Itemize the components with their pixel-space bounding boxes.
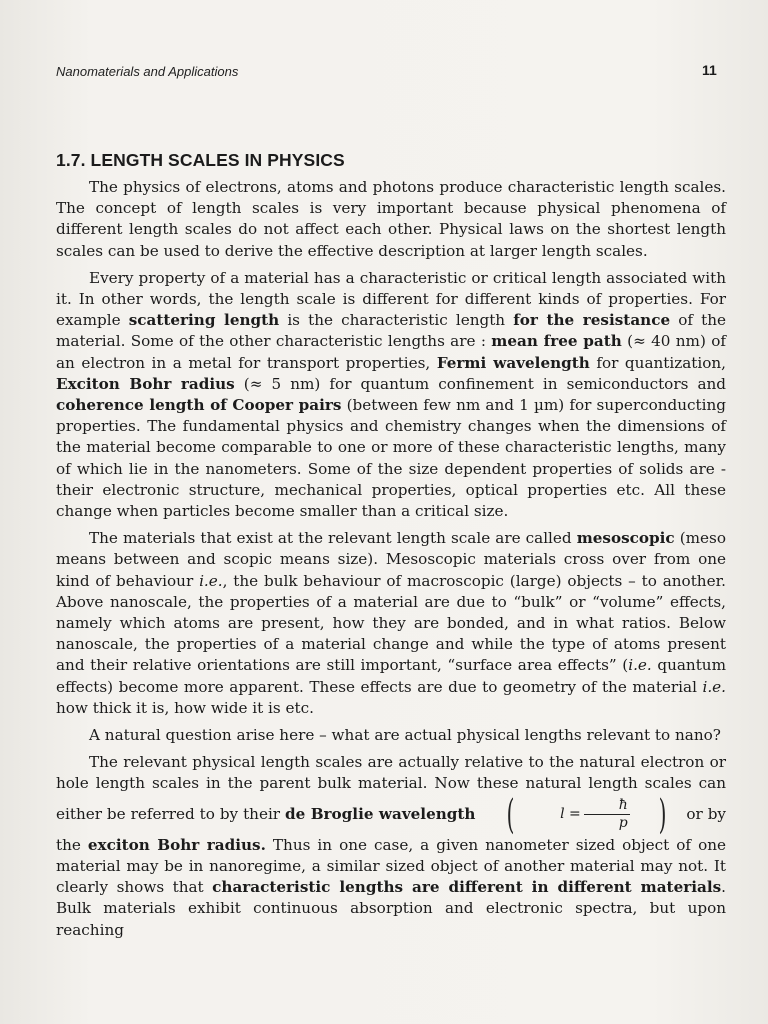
text-run: is the characteristic length <box>279 311 514 330</box>
term-de-broglie-wavelength: de Broglie wavelength <box>285 804 476 823</box>
text-run: quantum effects) become more apparent. These effects are due to geometry of the material <box>56 656 726 696</box>
body-text <box>56 177 726 947</box>
section-title: 1.7. LENGTH SCALES IN PHYSICS <box>56 150 345 170</box>
text-run: (≈ 5 nm) for quantum confinement in semiconductors and <box>234 374 726 393</box>
abbrev-ie: i.e. <box>628 656 652 675</box>
text-run: for quantization, <box>589 353 727 372</box>
paragraph-5 <box>56 752 726 940</box>
abbrev-ie: i.e. <box>199 571 223 590</box>
text-run: The materials that exist at the relevant length scale are called <box>89 529 577 548</box>
term-fermi-wavelength: Fermi wavelength <box>436 353 590 372</box>
term-scattering-length: scattering length <box>128 311 280 330</box>
text-run: (meso means between and scopic means size). Mesoscopic materials cross over from one kind of behaviour <box>56 529 726 590</box>
de-broglie-formula <box>478 791 678 838</box>
formula-lhs: l = <box>560 806 581 823</box>
text-run: Thus in one case, a given nanometer sized object of one material may be in nanoregime, a similar sized object of another material may not. It clearly shows that <box>56 835 726 897</box>
running-head: Nanomaterials and Applications <box>56 64 239 79</box>
formula-fraction <box>584 797 630 832</box>
text-run: (between few nm and 1 µm) for superconducting properties. The fundamental physics and chemistry changes when the dimensions of the material become comparable to one or more of these characteristic lengths, many of which lie in the nanometers. Some of the size dependent properties of solids are - their electronic structure, mechanical properties, optical properties etc. All these change when particles become smaller than a critical size. <box>56 396 726 521</box>
page-number: 11 <box>702 62 717 78</box>
text-run: The relevant physical length scales are actually relative to the natural electron or hole length scales in the parent bulk material. Now these natural length scales can either be referred to by their <box>56 753 726 823</box>
paragraph-1: The physics of electrons, atoms and photons produce characteristic length scales. The concept of length scales is very important because physical phenomena of different length scales do not affect each other. Physical laws on the shortest length scales can be used to derive the effective description at larger length scales. <box>56 178 726 260</box>
text-run: of the material. Some of the other characteristic lengths are : <box>56 311 727 351</box>
text-run: , the bulk behaviour of macroscopic (large) objects – to another. Above nanoscale, the properties of a material are due to “bulk” or “volume” effects, namely which atoms are present, how they are bonded, and in what ratios. Below nanoscale, the properties of a material change and while the type of atoms present and their relative orientations are still important, “surface area effects” ( <box>56 571 726 675</box>
text-run: or by the <box>56 804 726 854</box>
text-run: Every property of a material has a characteristic or critical length associated with it. In other words, the length scale is different for different kinds of properties. For example <box>56 268 726 330</box>
paragraph-2 <box>56 268 726 522</box>
formula-denominator: p <box>618 815 628 832</box>
formula-open-paren: ( <box>507 791 515 838</box>
abbrev-ie: i.e. <box>702 677 726 696</box>
term-for-the-resistance: for the resistance <box>513 311 671 330</box>
term-coherence-length: coherence length of Cooper pairs <box>56 396 342 415</box>
term-exciton-bohr-radius-2: exciton Bohr radius. <box>87 835 266 854</box>
term-mesoscopic: mesoscopic <box>576 529 675 548</box>
term-exciton-bohr-radius: Exciton Bohr radius <box>56 374 235 393</box>
paragraph-4: A natural question arise here – what are actual physical lengths relevant to nano? <box>89 726 721 745</box>
term-mean-free-path: mean free path <box>491 332 622 351</box>
paragraph-3 <box>56 528 726 719</box>
text-run: . Bulk materials exhibit continuous absorption and electronic spectra, but upon reaching <box>56 878 726 939</box>
text-run: (≈ 40 nm) of an electron in a metal for transport properties, <box>56 332 726 372</box>
text-run: how thick it is, how wide it is etc. <box>56 698 314 717</box>
term-characteristic-lengths: characteristic lengths are different in different materials <box>212 878 722 897</box>
formula-close-paren: ) <box>658 791 667 838</box>
formula-numerator: ħ <box>584 797 630 815</box>
